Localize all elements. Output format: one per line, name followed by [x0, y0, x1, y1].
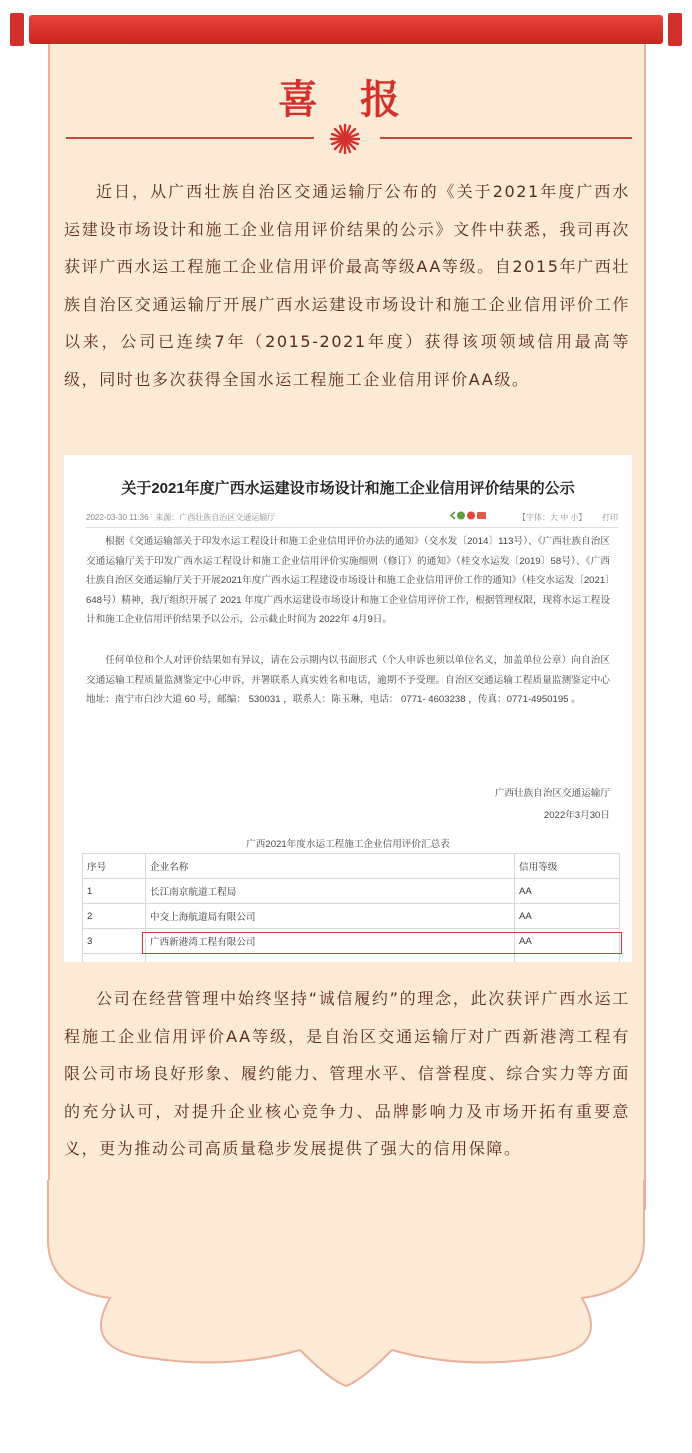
page-title: 喜 报 [278, 76, 414, 123]
scroll-roller [10, 13, 682, 46]
row-no: 3 [83, 929, 146, 954]
notice-body-2: 任何单位和个人对评价结果如有异议，请在公示期内以书面形式（个人申诉也须以单位名义，加盖单位公章）向自治区交通运输工程质量监测鉴定中心申诉，并署联系人真实姓名和电话，逾期不予受理。自治区交通运输工程质量监测鉴定中心地址：南宁市白沙大道 60 号，邮编： 530031 ，联系人：陈玉琳，电话： 0771- 4603238 ，传真：0771-4950195 。 [86, 655, 610, 706]
notice-date: 2022-03-30 11:36 [86, 513, 149, 522]
print-link[interactable]: 打印 [602, 513, 618, 522]
table-row [83, 879, 620, 904]
row-company: 广西新港湾工程有限公司 [146, 929, 515, 954]
table-title: 广西2021年度水运工程施工企业信用评价汇总表 [246, 839, 450, 850]
scroll-bottom-shape [0, 1180, 692, 1453]
row-no: 2 [83, 904, 146, 929]
notice-signer: 广西壮族自治区交通运输厅 [494, 788, 610, 799]
header-company: 企业名称 [146, 854, 515, 879]
divider-left [66, 137, 314, 139]
flower-icon [328, 122, 362, 156]
row-company: 中交上海航道局有限公司 [146, 904, 515, 929]
notice-title: 关于2021年度广西水运建设市场设计和施工企业信用评价结果的公示 [121, 480, 575, 497]
row-grade: AA [515, 929, 620, 954]
table-header-row [83, 854, 620, 879]
row-no: 1 [83, 879, 146, 904]
header-grade: 信用等级 [515, 854, 620, 879]
notice-body-1: 根据《交通运输部关于印发水运工程设计和施工企业信用评价办法的通知》（交水发〔2014〕113号）、《广西壮族自治区交通运输厅关于印发广西水运工程设计和施工企业信用评价实施细则（修订）的通知》（桂交水运发〔2019〕58号）、《广西壮族自治区交通运输厅关于开展2021年度广西水运工程建设市场设计和施工企业信用评价工作的通知》（桂交水运发〔2021〕648号）精神，我厅组织开展了 2021 年度广西水运建设市场设计和施工企业信用评价工作，根据管理权限，现将水运工程设计和施工企业信用评价结果予以公示，公示截止时间为 2022年 4月9日。 [86, 536, 610, 626]
highlight-box [142, 932, 622, 954]
divider-right [380, 137, 632, 139]
closing-paragraph: 公司在经营管理中始终坚持“诚信履约”的理念，此次获评广西水运工程施工企业信用评价AA等级，是自治区交通运输厅对广西新港湾工程有限公司市场良好形象、履约能力、管理水平、信誉程度、综合实力等方面的充分认可，对提升企业核心竞争力、品牌影响力及市场开拓有重要意义，更为推动公司高质量稳步发展提供了强大的信用保障。 [64, 989, 630, 1158]
share-icons[interactable] [449, 510, 489, 521]
table-row-partial [83, 954, 620, 963]
intro-paragraph: 近日，从广西壮族自治区交通运输厅公布的《关于2021年度广西水运建设市场设计和施工企业信用评价结果的公示》文件中获悉，我司再次获评广西水运工程施工企业信用评价最高等级AA等级。自2015年广西壮族自治区交通运输厅开展广西水运建设市场设计和施工企业信用评价工作以来，公司已连续7年（2015-2021年度）获得该项领域信用最高等级，同时也多次获得全国水运工程施工企业信用评价AA级。 [64, 182, 630, 389]
notice-rule [86, 527, 618, 528]
notice-source: 来源：广西壮族自治区交通运输厅 [155, 513, 276, 522]
row-grade: AA [515, 904, 620, 929]
row-company: 长江南京航道工程局 [146, 879, 515, 904]
table-row [83, 904, 620, 929]
font-size-control[interactable]: 【字体：大 中 小】 [517, 513, 587, 522]
notice-sign-date: 2022年3月30日 [543, 810, 610, 821]
notice-screenshot [64, 455, 632, 962]
header-no: 序号 [83, 854, 146, 879]
row-grade: AA [515, 879, 620, 904]
notice-meta [86, 512, 275, 523]
notice-tools [518, 512, 618, 523]
